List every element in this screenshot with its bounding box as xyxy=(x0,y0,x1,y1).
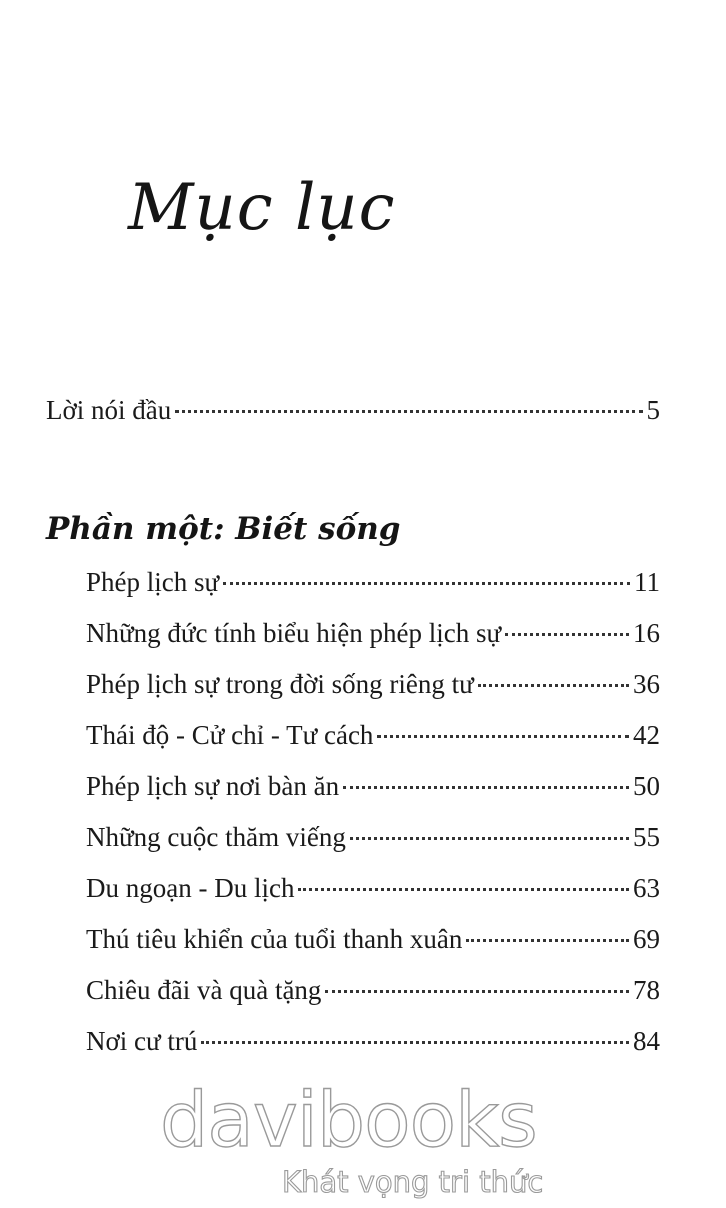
dot-leader xyxy=(325,990,629,993)
toc-entry-label: Chiêu đãi và quà tặng xyxy=(86,975,322,1005)
toc-entry[interactable] xyxy=(86,1021,660,1061)
toc-entry[interactable] xyxy=(86,868,660,908)
toc-entry-label: Phép lịch sự xyxy=(86,567,220,597)
dot-leader xyxy=(201,1041,629,1044)
toc-entry-page: 50 xyxy=(633,771,660,801)
dot-leader xyxy=(478,684,629,687)
toc-entry[interactable] xyxy=(86,766,660,806)
toc-entry-label: Nơi cư trú xyxy=(86,1026,198,1056)
toc-entry[interactable] xyxy=(86,715,660,755)
toc-entry-label: Phép lịch sự nơi bàn ăn xyxy=(86,771,340,801)
part-heading: Phần một: Biết sống xyxy=(46,511,401,547)
toc-entry-page: 69 xyxy=(633,924,660,954)
toc-entry-page: 78 xyxy=(633,975,660,1005)
toc-entry-page: 36 xyxy=(633,669,660,699)
toc-entry-page: 84 xyxy=(633,1026,660,1056)
dot-leader xyxy=(350,837,629,840)
toc-entry-page: 11 xyxy=(634,567,660,597)
toc-entry-label: Du ngoạn - Du lịch xyxy=(86,873,295,903)
toc-entry-preface[interactable] xyxy=(46,390,660,430)
toc-entry[interactable] xyxy=(86,613,660,653)
toc-entry-label: Lời nói đầu xyxy=(46,395,172,425)
toc-entry[interactable] xyxy=(86,664,660,704)
toc-entry[interactable] xyxy=(86,562,660,602)
dot-leader xyxy=(505,633,629,636)
toc-entry-label: Thú tiêu khiển của tuổi thanh xuân xyxy=(86,924,463,954)
dot-leader xyxy=(377,735,629,738)
toc-entry-page: 5 xyxy=(646,395,660,425)
toc-entry-list xyxy=(86,562,660,1072)
dot-leader xyxy=(175,410,642,413)
toc-entry[interactable] xyxy=(86,970,660,1010)
dot-leader xyxy=(223,582,630,585)
toc-entry[interactable] xyxy=(86,817,660,857)
toc-entry-label: Thái độ - Cử chỉ - Tư cách xyxy=(86,720,374,750)
toc-entry-label: Những cuộc thăm viếng xyxy=(86,822,346,852)
watermark-tagline: Khát vọng tri thức xyxy=(282,1165,544,1199)
dot-leader xyxy=(466,939,629,942)
dot-leader xyxy=(343,786,629,789)
toc-entry-label: Phép lịch sự trong đời sống riêng tư xyxy=(86,669,474,699)
toc-entry-page: 16 xyxy=(633,618,660,648)
toc-entry-page: 42 xyxy=(633,720,660,750)
page-title: Mục lục xyxy=(128,171,396,245)
watermark-brand: davibooks xyxy=(160,1075,537,1164)
toc-entry[interactable] xyxy=(86,919,660,959)
toc-entry-page: 63 xyxy=(633,873,660,903)
toc-entry-page: 55 xyxy=(633,822,660,852)
dot-leader xyxy=(298,888,629,891)
toc-entry-label: Những đức tính biểu hiện phép lịch sự xyxy=(86,618,502,648)
